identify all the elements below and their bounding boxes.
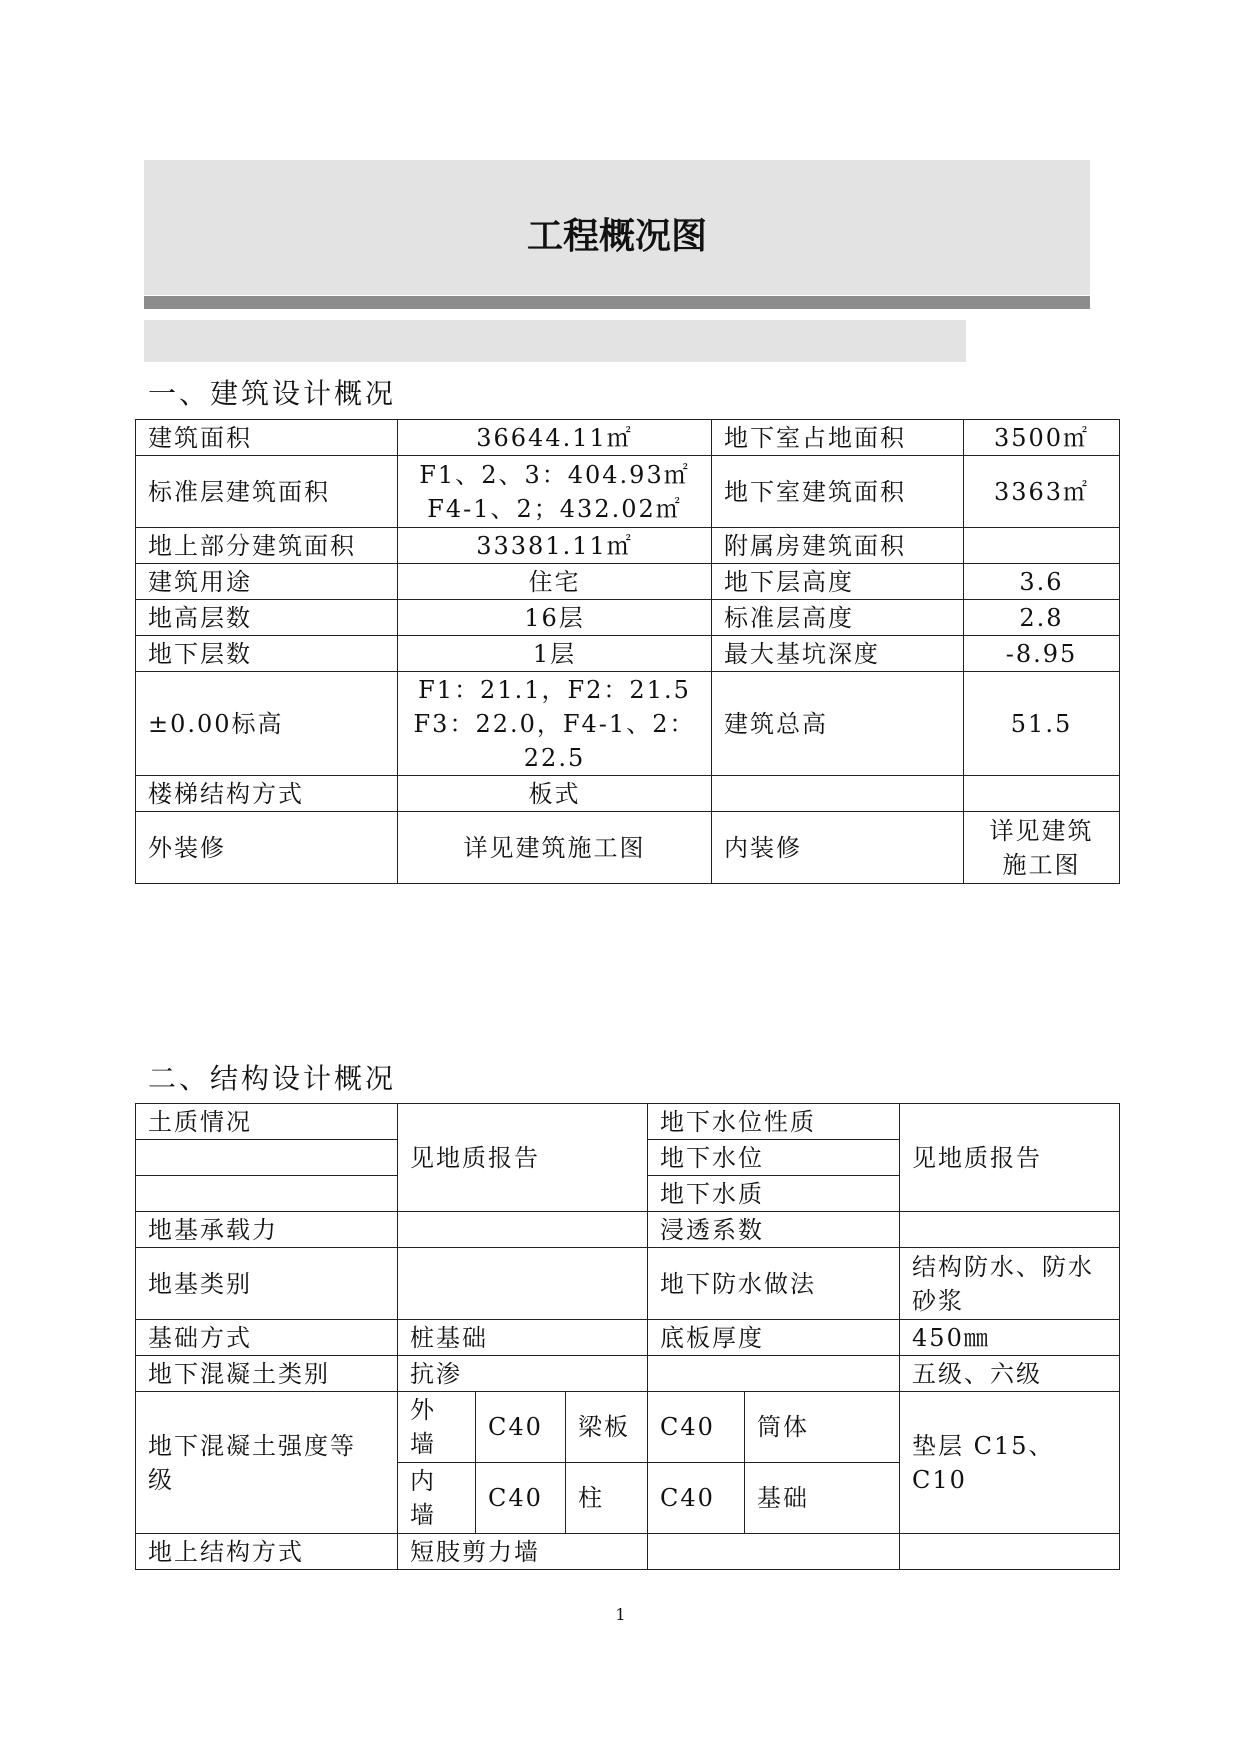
table-cell (900, 1212, 1120, 1248)
table-cell (398, 1392, 476, 1463)
table-cell: 地下室建筑面积 (712, 456, 964, 528)
cell-line: F4-1、2；432.02㎡ (427, 494, 682, 523)
table-row (136, 1248, 1120, 1320)
table-cell: 垫层 C15、C10 (900, 1392, 1120, 1534)
cell-line: 施工图 (1002, 850, 1081, 879)
table-cell: C40 (476, 1463, 566, 1534)
table-cell: 450㎜ (900, 1320, 1120, 1356)
table-row (136, 812, 1120, 884)
table-cell: 板式 (398, 776, 712, 812)
table-row (136, 1392, 1120, 1463)
cell-line: 地下混凝土强度等 (148, 1431, 356, 1460)
title-band (144, 160, 1090, 295)
table-cell: 最大基坑深度 (712, 636, 964, 672)
table-cell (648, 1534, 900, 1570)
table-row (136, 1320, 1120, 1356)
cell-line: 详见建筑 (989, 816, 1094, 845)
table-cell: 基础方式 (136, 1320, 398, 1356)
table-cell: 建筑用途 (136, 564, 398, 600)
table-cell: 3363㎡ (964, 456, 1120, 528)
table-row (136, 636, 1120, 672)
table-cell: 36644.11㎡ (398, 420, 712, 456)
table-cell: 地基类别 (136, 1248, 398, 1320)
table-cell: 51.5 (964, 672, 1120, 776)
cell-line: 砂浆 (912, 1286, 965, 1315)
table-cell: 标准层建筑面积 (136, 456, 398, 528)
table-cell: 地下层数 (136, 636, 398, 672)
page-title: 工程概况图 (526, 216, 707, 257)
table-cell: 16层 (398, 600, 712, 636)
page-number: 1 (615, 1605, 626, 1624)
table-cell: 建筑面积 (136, 420, 398, 456)
table-cell: 筒体 (745, 1392, 900, 1463)
architecture-table (135, 419, 1120, 884)
table-cell: 底板厚度 (648, 1320, 900, 1356)
table-cell: 地下混凝土类别 (136, 1356, 398, 1392)
table-cell: 33381.11㎡ (398, 528, 712, 564)
table-cell (900, 1248, 1120, 1320)
table-cell: 2.8 (964, 600, 1120, 636)
table-cell (136, 1140, 398, 1176)
table-cell: 地基承载力 (136, 1212, 398, 1248)
table-cell: 地下层高度 (712, 564, 964, 600)
table-cell: 1层 (398, 636, 712, 672)
title-underline (144, 296, 1090, 309)
cell-line: 结构防水、防水 (912, 1252, 1095, 1281)
table-cell (712, 776, 964, 812)
cell-line: 22.5 (523, 743, 586, 772)
table-cell: 地高层数 (136, 600, 398, 636)
table-cell (964, 528, 1120, 564)
table-row (136, 420, 1120, 456)
table-row (136, 1534, 1120, 1570)
table-cell (964, 776, 1120, 812)
table-cell (648, 1356, 900, 1392)
table-cell (398, 1248, 648, 1320)
table-cell (900, 1534, 1120, 1570)
table-cell: -8.95 (964, 636, 1120, 672)
table-cell: 基础 (745, 1463, 900, 1534)
table-cell: 3.6 (964, 564, 1120, 600)
table-cell: 桩基础 (398, 1320, 648, 1356)
table-cell: C40 (476, 1392, 566, 1463)
table-cell (136, 1176, 398, 1212)
table-cell: 短肢剪力墙 (398, 1534, 648, 1570)
table-cell: 地下水质 (648, 1176, 900, 1212)
table-cell: 标准层高度 (712, 600, 964, 636)
table-cell: 建筑总高 (712, 672, 964, 776)
table-row (136, 1356, 1120, 1392)
cell-line: F1、2、3：404.93㎡ (419, 460, 690, 489)
table-cell: 住宅 (398, 564, 712, 600)
section2-heading: 二、结构设计概况 (148, 1062, 397, 1095)
table-row (136, 564, 1120, 600)
table-row (136, 776, 1120, 812)
table-cell: 外装修 (136, 812, 398, 884)
structure-table (135, 1103, 1120, 1570)
cell-line: F1：21.1，F2：21.5 (418, 675, 691, 704)
table-row (136, 1104, 1120, 1140)
table-cell: 见地质报告 (398, 1104, 648, 1212)
table-row (136, 1212, 1120, 1248)
cell-line: 墙 (410, 1501, 436, 1529)
table-cell: ±0.00标高 (136, 672, 398, 776)
cell-line: 墙 (410, 1430, 436, 1458)
table-cell: 地下防水做法 (648, 1248, 900, 1320)
table-cell: 附属房建筑面积 (712, 528, 964, 564)
cell-line: 级 (148, 1465, 174, 1494)
cell-line: 外 (410, 1396, 436, 1424)
table-cell: 抗渗 (398, 1356, 648, 1392)
table-cell (136, 1392, 398, 1534)
table-cell: C40 (648, 1463, 745, 1534)
table-cell: 五级、六级 (900, 1356, 1120, 1392)
section1-heading: 一、建筑设计概况 (148, 377, 397, 410)
cell-line: F3：22.0，F4-1、2： (413, 709, 696, 738)
table-cell: 浸透系数 (648, 1212, 900, 1248)
table-cell: 地下水位 (648, 1140, 900, 1176)
table-cell: 柱 (566, 1463, 648, 1534)
table-cell: 土质情况 (136, 1104, 398, 1140)
table-row (136, 456, 1120, 528)
table-cell: 地下室占地面积 (712, 420, 964, 456)
table-cell: 梁板 (566, 1392, 648, 1463)
table-cell: 见地质报告 (900, 1104, 1120, 1212)
table-cell (398, 1463, 476, 1534)
table-cell: 地上部分建筑面积 (136, 528, 398, 564)
table-cell (964, 812, 1120, 884)
table-cell: 3500㎡ (964, 420, 1120, 456)
table-row (136, 600, 1120, 636)
table-cell (398, 672, 712, 776)
table-cell (398, 1212, 648, 1248)
cell-line: 内 (410, 1467, 436, 1495)
table-row (136, 672, 1120, 776)
table-cell: 地下水位性质 (648, 1104, 900, 1140)
table-cell: C40 (648, 1392, 745, 1463)
table-cell: 内装修 (712, 812, 964, 884)
table-cell: 地上结构方式 (136, 1534, 398, 1570)
table-cell: 详见建筑施工图 (398, 812, 712, 884)
table-cell (398, 456, 712, 528)
table-cell: 楼梯结构方式 (136, 776, 398, 812)
table-row (136, 528, 1120, 564)
subtitle-band (144, 320, 966, 362)
